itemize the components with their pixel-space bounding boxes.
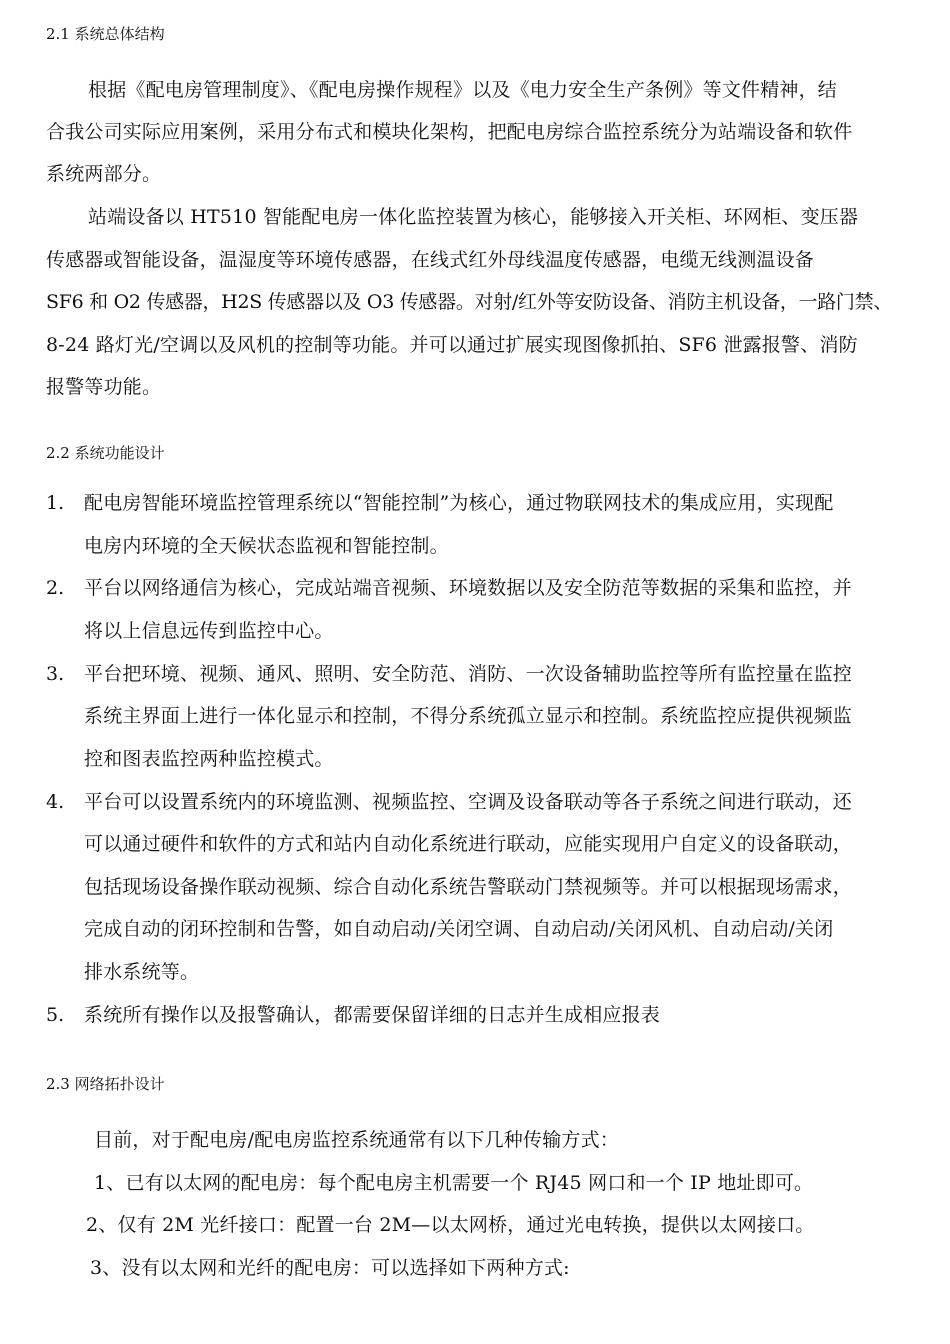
- paragraph-line: 1、已有以太网的配电房：每个配电房主机需要一个 RJ45 网口和一个 IP 地址即可。: [94, 1172, 814, 1194]
- list-item-line: 系统主界面上进行一体化显示和控制，不得分系统孤立显示和控制。系统监控应提供视频监: [84, 705, 853, 727]
- paragraph-line: 根据《配电房管理制度》、《配电房操作规程》以及《电力安全生产条例》等文件精神，结: [88, 79, 838, 101]
- paragraph-line: 目前，对于配电房/配电房监控系统通常有以下几种传输方式：: [94, 1129, 620, 1151]
- section-heading-2-1: 2.1 系统总体结构: [46, 25, 165, 43]
- paragraph-line: 2、仅有 2M 光纤接口：配置一台 2M—以太网桥，通过光电转换，提供以太网接口。: [86, 1214, 815, 1236]
- list-item-line: 控和图表监控两种监控模式。: [84, 748, 334, 770]
- list-item-line: 排水系统等。: [84, 961, 200, 983]
- paragraph-line: 报警等功能。: [46, 376, 162, 398]
- list-item-line: 可以通过硬件和软件的方式和站内自动化系统进行联动，应能实现用户自定义的设备联动，: [84, 833, 853, 855]
- list-item-line: 平台可以设置系统内的环境监测、视频监控、空调及设备联动等各子系统之间进行联动，还: [84, 791, 853, 813]
- paragraph-line: 3、没有以太网和光纤的配电房：可以选择如下两种方式:: [90, 1257, 570, 1279]
- list-item-number: 1.: [46, 492, 65, 514]
- list-item-line: 包括现场设备操作联动视频、综合自动化系统告警联动门禁视频等。并可以根据现场需求，: [84, 876, 853, 898]
- list-item-line: 系统所有操作以及报警确认，都需要保留详细的日志并生成相应报表: [84, 1004, 661, 1026]
- list-item-number: 4.: [46, 791, 65, 813]
- list-item-number: 3.: [46, 663, 65, 685]
- paragraph-line: 站端设备以 HT510 智能配电房一体化监控装置为核心，能够接入开关柜、环网柜、变压器: [88, 206, 859, 228]
- list-item-line: 将以上信息远传到监控中心。: [84, 620, 334, 642]
- list-item-line: 平台以网络通信为核心，完成站端音视频、环境数据以及安全防范等数据的采集和监控，并: [84, 577, 853, 599]
- paragraph-line: 传感器或智能设备，温湿度等环境传感器，在线式红外母线温度传感器，电缆无线测温设备: [46, 249, 815, 271]
- list-item-line: 电房内环境的全天候状态监视和智能控制。: [84, 535, 449, 557]
- paragraph-line: SF6 和 O2 传感器，H2S 传感器以及 O3 传感器。对射/红外等安防设备、消防主机设备，一路门禁、: [46, 291, 893, 313]
- paragraph-line: 合我公司实际应用案例，采用分布式和模块化架构，把配电房综合监控系统分为站端设备和软件: [46, 121, 853, 143]
- list-item-number: 5.: [46, 1004, 65, 1026]
- paragraph-line: 系统两部分。: [46, 163, 162, 185]
- list-item-line: 配电房智能环境监控管理系统以“智能控制”为核心，通过物联网技术的集成应用，实现配: [84, 492, 834, 514]
- list-item-number: 2.: [46, 577, 65, 599]
- paragraph-line: 8-24 路灯光/空调以及风机的控制等功能。并可以通过扩展实现图像抓拍、SF6 泄露报警、消防: [46, 334, 858, 356]
- list-item-line: 平台把环境、视频、通风、照明、安全防范、消防、一次设备辅助监控等所有监控量在监控: [84, 663, 853, 685]
- list-item-line: 完成自动的闭环控制和告警，如自动启动/关闭空调、自动启动/关闭风机、自动启动/关闭: [84, 918, 834, 940]
- section-heading-2-2: 2.2 系统功能设计: [46, 444, 165, 462]
- section-heading-2-3: 2.3 网络拓扑设计: [46, 1075, 165, 1093]
